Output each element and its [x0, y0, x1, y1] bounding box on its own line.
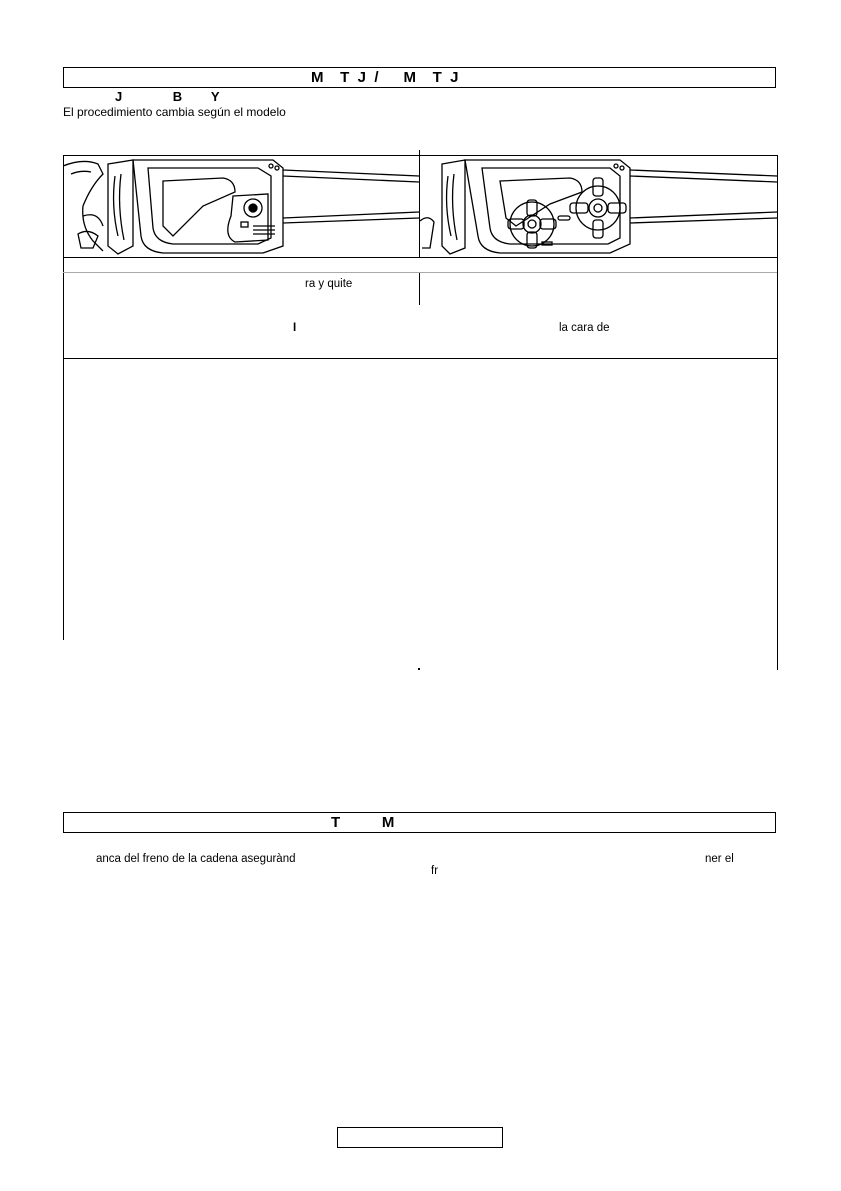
section2-line1-a: anca del freno de la cadena asegurànd	[96, 853, 296, 865]
section-subtitle: J B Y	[115, 89, 220, 104]
section-title: M T J / M T J	[311, 69, 459, 86]
chainsaw-cover-nut-illustration	[63, 155, 419, 258]
left-caption-fragment: ra y quite	[305, 278, 353, 290]
page-number-box	[337, 1127, 503, 1148]
section2-title-box	[63, 812, 776, 833]
figure-frame-right	[777, 155, 778, 670]
caption-rule	[63, 272, 777, 273]
section-title-box	[63, 67, 776, 88]
tick-mark	[418, 668, 420, 670]
note-letter: I	[293, 322, 297, 334]
chainsaw-cover-knob-illustration	[420, 155, 777, 258]
section2-line2: fr	[431, 865, 439, 877]
section2-title: T M	[331, 814, 395, 831]
figure-bottom-rule	[63, 358, 777, 359]
section2-line1-b: ner el	[705, 853, 734, 865]
note-fragment: la cara de	[559, 322, 610, 334]
intro-text: El procedimiento cambia según el modelo	[63, 105, 286, 119]
figure-divider-caption	[419, 272, 420, 305]
